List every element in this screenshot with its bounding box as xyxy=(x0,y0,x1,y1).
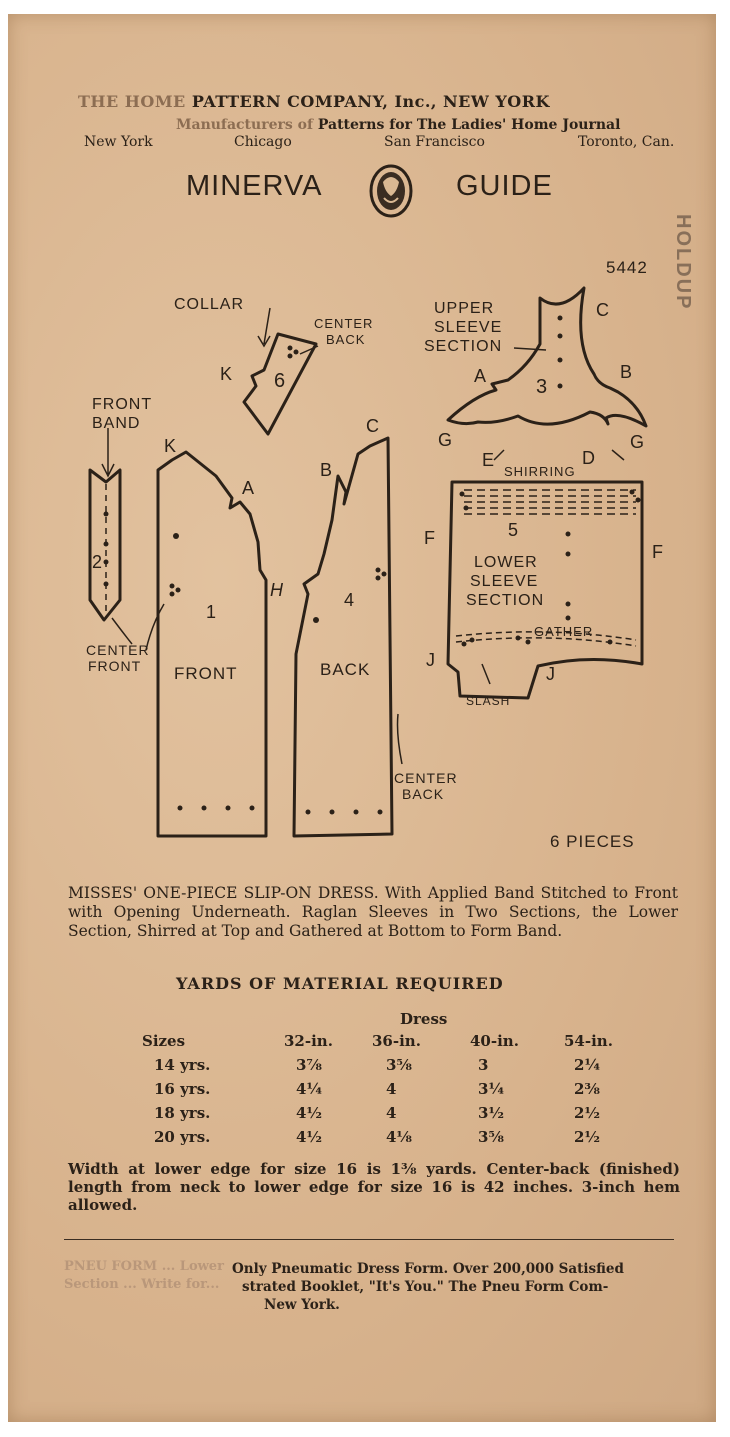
brand-guide: GUIDE xyxy=(456,170,553,202)
yardage-cell: 3 xyxy=(478,1056,489,1074)
pieces-count: 6 PIECES xyxy=(550,832,635,851)
label-center-back-bottom-2: BACK xyxy=(402,786,445,802)
label-collar-k: K xyxy=(220,364,234,384)
yardage-cell: 2½ xyxy=(574,1104,601,1122)
label-back-b: B xyxy=(320,460,334,480)
dress-description: MISSES' ONE-PIECE SLIP-ON DRESS. With Applied Band Stitched to Front with Opening Underneath. Raglan Sleeves in Two Sections, the Lower Section, Shirred at Top and Gathered at Bottom to Form Band. xyxy=(68,884,678,940)
label-front-k: K xyxy=(164,436,178,456)
yardage-cell: 3½ xyxy=(478,1104,505,1122)
yardage-cell: 4⅛ xyxy=(386,1128,412,1146)
city-toronto: Toronto, Can. xyxy=(578,134,675,150)
yardage-group-row xyxy=(138,1010,618,1030)
yardage-size: 20 yrs. xyxy=(154,1128,211,1146)
yardage-col-40: 40-in. xyxy=(470,1032,519,1050)
label-center-back-top-2: BACK xyxy=(326,332,366,347)
label-upper-sleeve-2: SLEEVE xyxy=(434,319,503,336)
label-collar: COLLAR xyxy=(174,296,245,313)
pattern-number: 5442 xyxy=(606,258,648,277)
label-lower-f-left: F xyxy=(424,528,436,548)
label-front-band-piece: 2 xyxy=(92,552,104,572)
yardage-cell: 4 xyxy=(386,1080,397,1098)
table-row xyxy=(138,1080,618,1100)
advert-line-1: Only Pneumatic Dress Form. Over 200,000 Satisfied xyxy=(232,1261,624,1277)
label-center-front-1: CENTER xyxy=(86,642,150,658)
yardage-size-header: Sizes xyxy=(142,1032,186,1050)
yardage-cell: 4 xyxy=(386,1104,397,1122)
yardage-size: 18 yrs. xyxy=(154,1104,211,1122)
label-lower-sleeve-3: SECTION xyxy=(466,592,545,609)
pattern-diagram xyxy=(8,14,716,874)
table-row xyxy=(138,1128,618,1148)
label-front: FRONT xyxy=(174,664,238,683)
label-upper-sleeve-1: UPPER xyxy=(434,300,495,317)
yardage-col-36: 36-in. xyxy=(372,1032,421,1050)
label-center-front-2: FRONT xyxy=(88,658,142,674)
yardage-col-32: 32-in. xyxy=(284,1032,333,1050)
label-back-c: C xyxy=(366,416,380,436)
yardage-cell: 3¼ xyxy=(478,1080,505,1098)
advert-line-3: New York. xyxy=(264,1297,340,1313)
label-sleeve-c: C xyxy=(596,300,610,320)
label-sleeve-g-left: G xyxy=(438,430,454,450)
label-notch-h: H xyxy=(270,580,284,600)
postmark-stamp: HOLDUP xyxy=(672,214,694,311)
yardage-cell: 3⅝ xyxy=(478,1128,504,1146)
label-slash: SLASH xyxy=(466,694,511,708)
company-subtitle-main: Patterns for The Ladies' Home Journal xyxy=(317,117,621,133)
label-front-band-2: BAND xyxy=(92,415,141,432)
pattern-envelope xyxy=(8,14,716,1422)
yardage-cell: 2¼ xyxy=(574,1056,601,1074)
company-subtitle-faded: Manufacturers of xyxy=(176,117,313,133)
company-name-main: PATTERN COMPANY, Inc., NEW YORK xyxy=(191,92,550,111)
yardage-cell: 2½ xyxy=(574,1128,601,1146)
city-san-francisco: San Francisco xyxy=(384,134,485,150)
yardage-cell: 3⅝ xyxy=(386,1056,412,1074)
front-piece xyxy=(158,452,266,836)
measurement-note: Width at lower edge for size 16 is 1⅜ yards. Center-back (finished) length from neck to lower edge for size 16 is 42 inches. 3-inch hem allowed. xyxy=(68,1160,680,1214)
label-front-a: A xyxy=(242,478,256,498)
label-back: BACK xyxy=(320,660,371,679)
label-back-piece: 4 xyxy=(344,590,356,610)
yardage-cell: 4½ xyxy=(296,1104,323,1122)
label-gather: GATHER xyxy=(534,624,594,639)
yardage-cell: 3⅞ xyxy=(296,1056,322,1074)
label-sleeve-g-right: G xyxy=(630,432,646,452)
yardage-cell: 2⅜ xyxy=(574,1080,600,1098)
table-row xyxy=(138,1104,618,1124)
yardage-col-54: 54-in. xyxy=(564,1032,613,1050)
label-lower-e: E xyxy=(482,450,496,470)
label-lower-j-left: J xyxy=(426,650,436,670)
label-center-back-bottom-1: CENTER xyxy=(394,770,458,786)
label-sleeve-b: B xyxy=(620,362,634,382)
company-name-faded: THE HOME xyxy=(78,92,186,111)
label-lower-d: D xyxy=(582,448,596,468)
yardage-size: 14 yrs. xyxy=(154,1056,211,1074)
divider-rule xyxy=(64,1239,674,1240)
label-front-band-1: FRONT xyxy=(92,396,153,413)
advert-line-2: strated Booklet, "It's You." The Pneu Form Com- xyxy=(242,1279,609,1295)
back-piece xyxy=(294,438,392,836)
label-lower-sleeve-1: LOWER xyxy=(474,554,538,571)
yardage-cell: 4½ xyxy=(296,1128,323,1146)
advert-faded: PNEU FORM ... Lower Section ... Write for... xyxy=(64,1259,224,1292)
label-center-back-top-1: CENTER xyxy=(314,316,374,331)
yardage-size: 16 yrs. xyxy=(154,1080,211,1098)
city-new-york: New York xyxy=(84,134,153,150)
city-chicago: Chicago xyxy=(234,134,292,150)
label-lower-piece: 5 xyxy=(508,520,520,540)
brand-minerva: MINERVA xyxy=(186,170,323,202)
label-collar-piece: 6 xyxy=(274,370,287,392)
label-lower-j-right: J xyxy=(546,664,556,684)
label-upper-sleeve-3: SECTION xyxy=(424,338,503,355)
yardage-heading: YARDS OF MATERIAL REQUIRED xyxy=(176,974,504,993)
yardage-header-row xyxy=(138,1032,618,1052)
label-shirring: SHIRRING xyxy=(504,464,576,479)
label-sleeve-a: A xyxy=(474,366,488,386)
label-front-piece: 1 xyxy=(206,602,218,622)
table-row xyxy=(138,1056,618,1076)
label-lower-sleeve-2: SLEEVE xyxy=(470,573,539,590)
label-lower-f-right: F xyxy=(652,542,664,562)
yardage-group-label: Dress xyxy=(400,1010,448,1028)
yardage-cell: 4¼ xyxy=(296,1080,323,1098)
label-upper-sleeve-piece: 3 xyxy=(536,376,549,398)
